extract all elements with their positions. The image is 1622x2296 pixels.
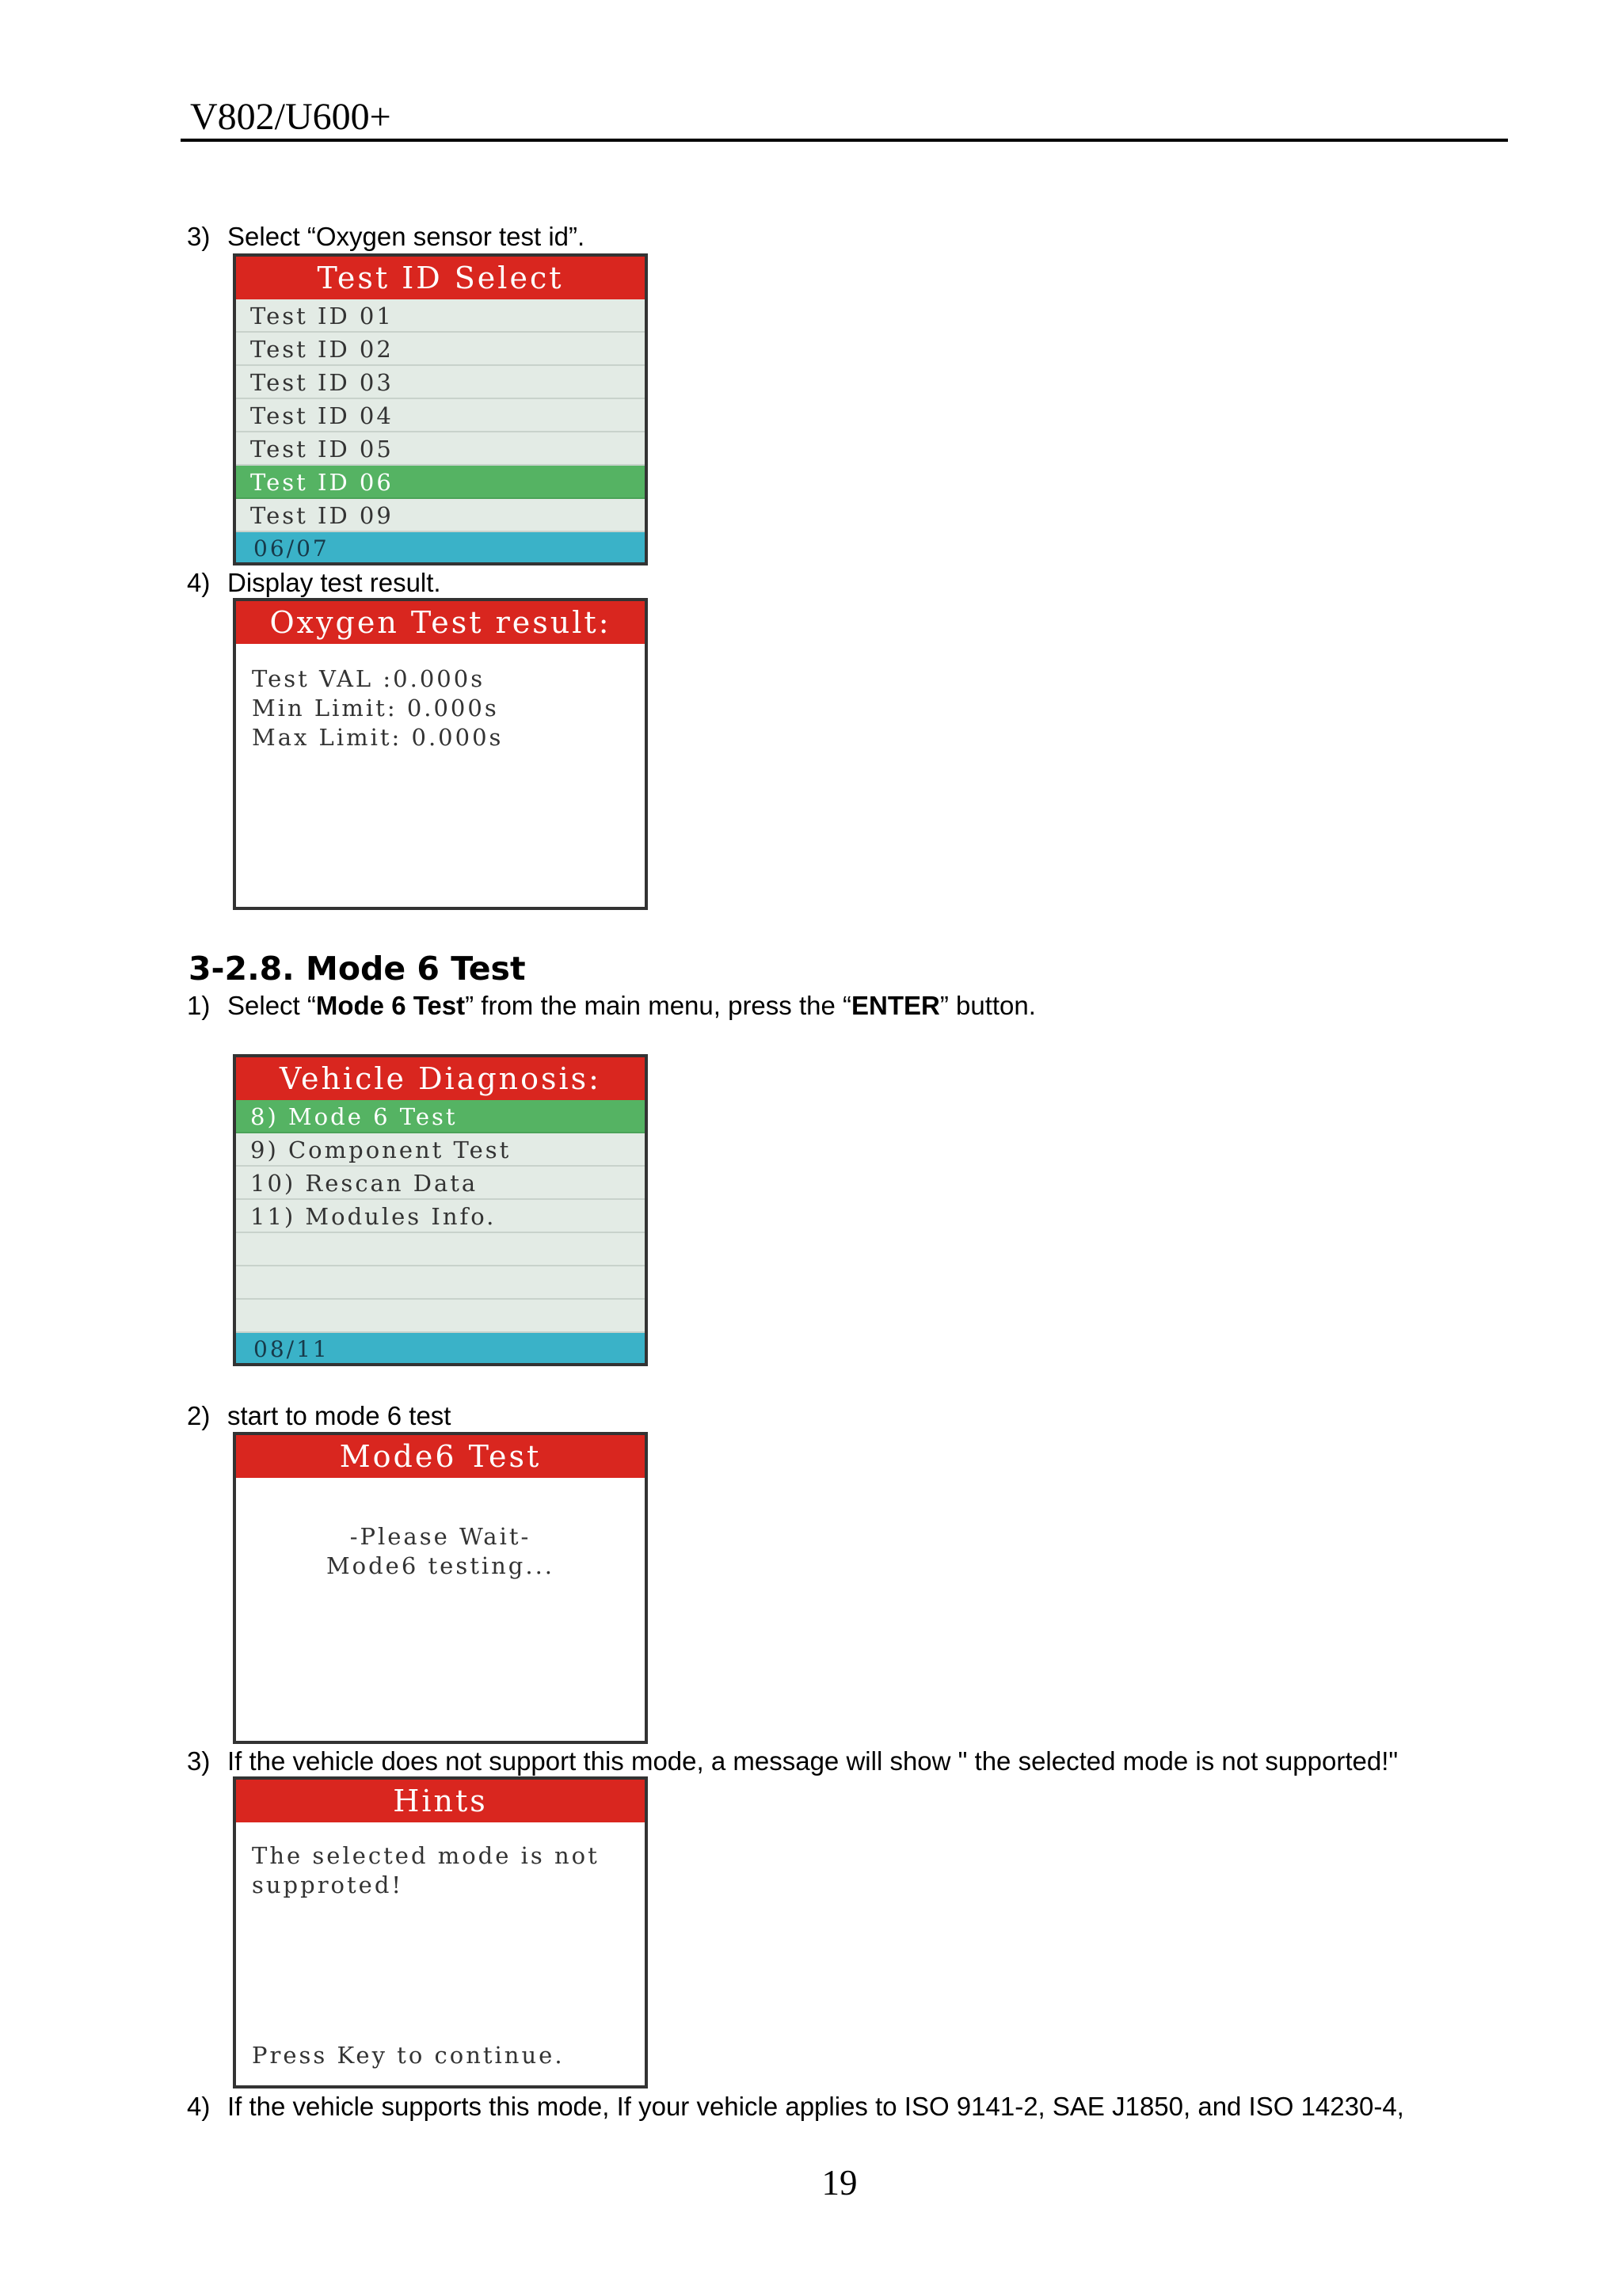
document-header-title: V802/U600+ xyxy=(190,96,391,138)
section-heading: 3-2.8. Mode 6 Test xyxy=(188,950,526,988)
menu-item-modules-info[interactable]: 11) Modules Info. xyxy=(236,1200,645,1233)
menu-item-component-test[interactable]: 9) Component Test xyxy=(236,1133,645,1167)
mode6-menu-name: Mode 6 Test xyxy=(315,991,466,1020)
step-start-mode6 xyxy=(187,1400,451,1432)
step-number: 3) xyxy=(187,1746,211,1776)
step-select-mode6 xyxy=(187,990,1036,1022)
hint-line: supproted! xyxy=(252,1871,404,1898)
screen-title: Mode6 Test xyxy=(236,1435,645,1478)
wait-message xyxy=(236,1478,645,1581)
step-number: 1) xyxy=(187,991,211,1020)
step-text-post: ” button. xyxy=(939,991,1036,1020)
screen-vehicle-diagnosis xyxy=(233,1054,648,1366)
step-text: Display test result. xyxy=(227,568,441,597)
continue-prompt: Press Key to continue. xyxy=(252,2042,565,2069)
step-text: start to mode 6 test xyxy=(227,1401,451,1430)
step-number: 3) xyxy=(187,222,211,251)
menu-item-empty xyxy=(236,1233,645,1266)
header-divider xyxy=(181,139,1508,142)
step-mode-supported xyxy=(187,2091,1404,2123)
page-indicator: 08/11 xyxy=(236,1333,645,1366)
screen-title: Hints xyxy=(236,1780,645,1822)
please-wait-line: -Please Wait- xyxy=(349,1523,531,1550)
step-text: Select “Oxygen sensor test id”. xyxy=(227,222,585,251)
step-number: 2) xyxy=(187,1401,211,1430)
step-text-pre: Select “ xyxy=(227,991,316,1020)
min-limit-line: Min Limit: 0.000s xyxy=(252,695,499,722)
step-not-supported xyxy=(187,1746,1398,1777)
menu-item-test-id-09[interactable]: Test ID 09 xyxy=(236,499,645,532)
page-number: 19 xyxy=(821,2163,858,2203)
menu-item-test-id-04[interactable]: Test ID 04 xyxy=(236,399,645,432)
step-text: If the vehicle supports this mode, If your vehicle applies to ISO 9141-2, SAE J1850, and ISO 14230-4, xyxy=(227,2092,1404,2121)
menu-item-test-id-06-selected[interactable]: Test ID 06 xyxy=(236,466,645,499)
menu-item-test-id-05[interactable]: Test ID 05 xyxy=(236,432,645,466)
step-number: 4) xyxy=(187,2092,211,2121)
screen-title: Vehicle Diagnosis: xyxy=(236,1057,645,1100)
enter-key-name: ENTER xyxy=(851,991,940,1020)
hint-message xyxy=(236,1822,645,1900)
menu-item-rescan-data[interactable]: 10) Rescan Data xyxy=(236,1167,645,1200)
screen-mode6-test xyxy=(233,1432,648,1744)
screen-title: Oxygen Test result: xyxy=(236,601,645,644)
menu-item-empty xyxy=(236,1266,645,1300)
step-text: If the vehicle does not support this mode, a message will show " the selected mode is not supported!" xyxy=(227,1746,1399,1776)
menu-item-test-id-01[interactable]: Test ID 01 xyxy=(236,299,645,333)
screen-title: Test ID Select xyxy=(236,257,645,299)
menu-item-test-id-02[interactable]: Test ID 02 xyxy=(236,333,645,366)
oxygen-result-values xyxy=(236,644,645,752)
screen-oxygen-test-result xyxy=(233,598,648,910)
step-text-mid: ” from the main menu, press the “ xyxy=(465,991,851,1020)
step-display-result xyxy=(187,567,441,599)
screen-hints xyxy=(233,1776,648,2088)
step-select-oxygen xyxy=(187,221,584,253)
max-limit-line: Max Limit: 0.000s xyxy=(252,724,504,751)
testing-line: Mode6 testing... xyxy=(326,1552,555,1579)
menu-item-empty xyxy=(236,1300,645,1333)
screen-test-id-select xyxy=(233,253,648,565)
hint-line: The selected mode is not xyxy=(252,1842,600,1869)
menu-item-mode6-test-selected[interactable]: 8) Mode 6 Test xyxy=(236,1100,645,1133)
test-value-line: Test VAL :0.000s xyxy=(252,665,485,692)
menu-item-test-id-03[interactable]: Test ID 03 xyxy=(236,366,645,399)
page-indicator: 06/07 xyxy=(236,532,645,565)
step-number: 4) xyxy=(187,568,211,597)
